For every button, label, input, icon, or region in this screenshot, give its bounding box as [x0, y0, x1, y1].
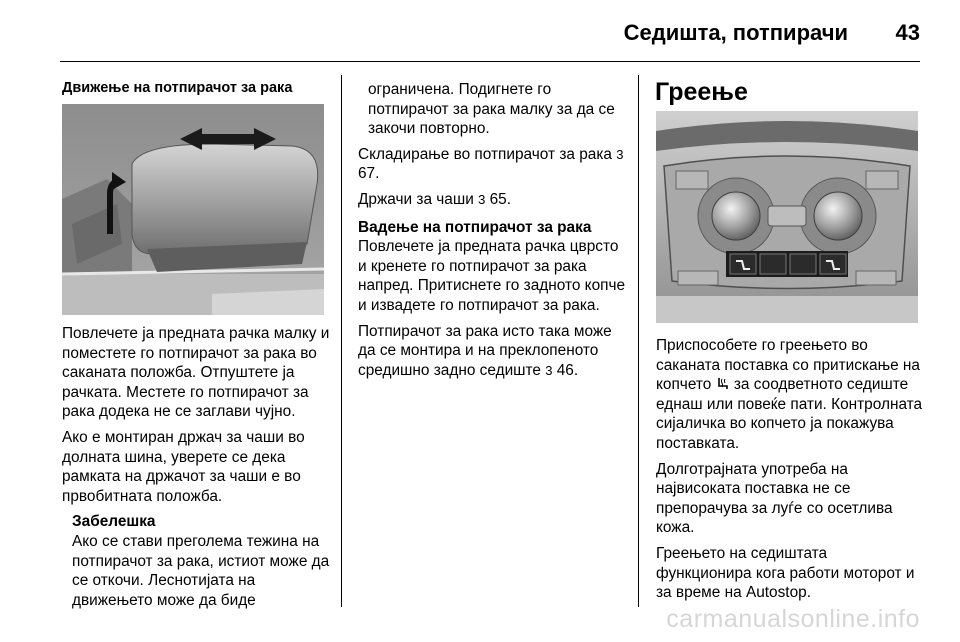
section-heading-armrest-removal: Вадење на потпирачот за рака — [358, 218, 592, 236]
storage-reference-text: Складирање во потпирачот за рака — [358, 145, 612, 163]
heating-instruction-text-cont: за соодветното седиште еднаш или повеќе пати. Контролната сијаличка во копчето ја покажува поставката. — [656, 376, 923, 452]
note-text: Ако се стави преголема тежина на потпирачот за рака, истиот може да се откочи. Леснотијата на движењето може да биде — [72, 532, 330, 609]
note-continuation: ограничена. Подигнете го потпирачот за рака малку за да се закочи повторно. — [368, 81, 615, 138]
right-column-text — [656, 336, 926, 609]
climate-control-illustration — [656, 111, 918, 323]
armrest-move-paragraph: Повлечете ја предната рачка малку и поместете го потпирачот за рака во саканата положба. Отпуштете ја рачката. Местете го потпирачот за рака додека не се заглави чујно. — [62, 325, 330, 421]
heating-warning-paragraph: Долготрајната употреба на највисоката поставка не се препорачува за луѓе со осетлива кожа. — [656, 460, 893, 537]
watermark: carmanualsonline.info — [666, 605, 920, 633]
column-divider-right — [638, 75, 639, 607]
storage-reference-page: 67. — [358, 165, 380, 183]
mounting-page: 46. — [556, 361, 579, 379]
armrest-drawing — [62, 104, 324, 315]
heating-autostop-paragraph: Греењето на седиштата функционира кога работи моторот и за време на Autostop. — [656, 544, 915, 602]
seat-heating-icon-svg — [716, 377, 730, 391]
cupholder-reference — [358, 190, 630, 210]
armrest-illustration — [62, 104, 324, 315]
section-heading-heating: Греење — [655, 78, 748, 106]
page-ref-arrow-icon: 3 — [545, 362, 553, 378]
storage-reference — [358, 145, 630, 184]
page-number: 43 — [895, 20, 920, 45]
seat-heating-icon — [716, 377, 730, 391]
page-header-title: Седишта, потпирачи — [623, 20, 848, 45]
cupholder-reference-text: Држачи за чаши — [358, 190, 474, 208]
cupholder-reference-page: 65. — [489, 190, 512, 208]
cupholder-paragraph: Ако е монтиран држач за чаши во долната шина, уверете се дека рамката на држачот за чаши е во првобитната положба. — [62, 428, 305, 505]
heating-instruction-text: Приспособете го греењето во саканата поставка со притискање на копчето — [656, 337, 920, 394]
heating-instruction-paragraph — [656, 336, 926, 454]
mounting-paragraph — [358, 322, 630, 381]
section-heading-armrest-move: Движење на потпирачот за рака — [62, 80, 293, 96]
header-rule — [60, 61, 920, 62]
middle-column-text — [358, 80, 630, 386]
column-divider-left — [341, 75, 342, 607]
left-column-text — [62, 324, 332, 610]
removal-paragraph: Повлечете ја предната рачка цврсто и кренете го потпирачот за рака напред. Притиснете го задното копче и извадете го потпирачот за рака. — [358, 238, 626, 314]
page-ref-arrow-icon: 3 — [616, 146, 624, 162]
note-block — [62, 512, 332, 610]
note-title: Забелешка — [72, 513, 156, 531]
climate-panel-drawing — [656, 111, 918, 323]
mounting-text: Потпирачот за рака исто така може да се монтира и на преклопеното средишно задно седиште — [358, 322, 612, 379]
page-ref-arrow-icon: 3 — [478, 191, 486, 207]
